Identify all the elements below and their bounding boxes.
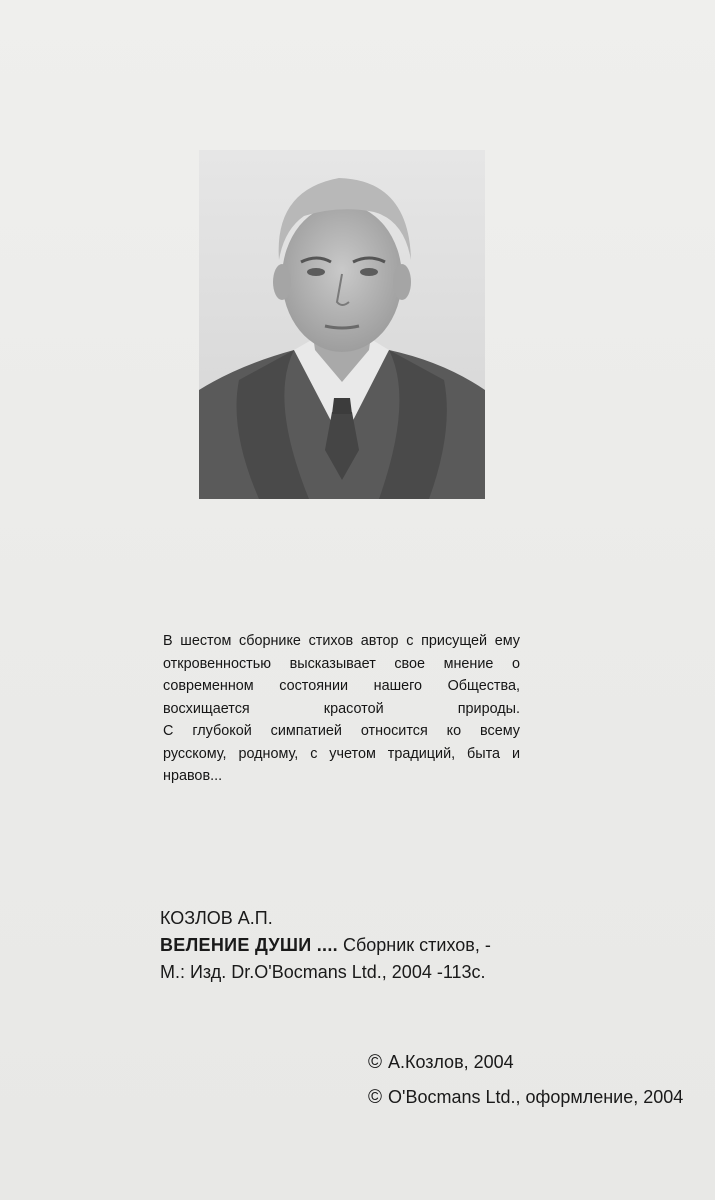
annotation-line: С глубокой симпатией относится ко всему xyxy=(163,723,520,739)
annotation-line: откровенностью высказывает свое мнение о xyxy=(163,655,520,672)
annotation-line: восхищается красотой природы. xyxy=(163,700,520,717)
copyright-block xyxy=(368,1045,713,1115)
author-portrait-photo xyxy=(199,150,485,499)
copyright-line-design xyxy=(368,1080,713,1115)
copyright-author: А.Козлов, 2004 xyxy=(388,1052,514,1072)
copyright-icon: © xyxy=(368,1087,382,1108)
copyright-icon: © xyxy=(368,1052,382,1073)
annotation-line: нравов... xyxy=(163,768,223,784)
annotation-line: В шестом сборнике стихов автор с присущей ему xyxy=(163,633,520,649)
publisher-line: М.: Изд. Dr.O'Bocmans Ltd., 2004 -113с. xyxy=(160,962,486,982)
author-name: КОЗЛОВ А.П. xyxy=(160,908,273,928)
book-subtitle: Сборник стихов, - xyxy=(337,935,491,955)
annotation-text xyxy=(163,630,520,788)
bibliographic-record xyxy=(160,905,580,986)
book-title: ВЕЛЕНИЕ ДУШИ .... xyxy=(160,935,338,955)
annotation-line: современном состоянии нашего Общества, xyxy=(163,678,520,694)
copyright-line-author xyxy=(368,1045,713,1080)
book-title-line xyxy=(160,932,580,959)
copyright-design: O'Bocmans Ltd., оформление, 2004 xyxy=(388,1087,684,1107)
annotation-line: русскому, родному, с учетом традиций, быта и xyxy=(163,745,520,762)
